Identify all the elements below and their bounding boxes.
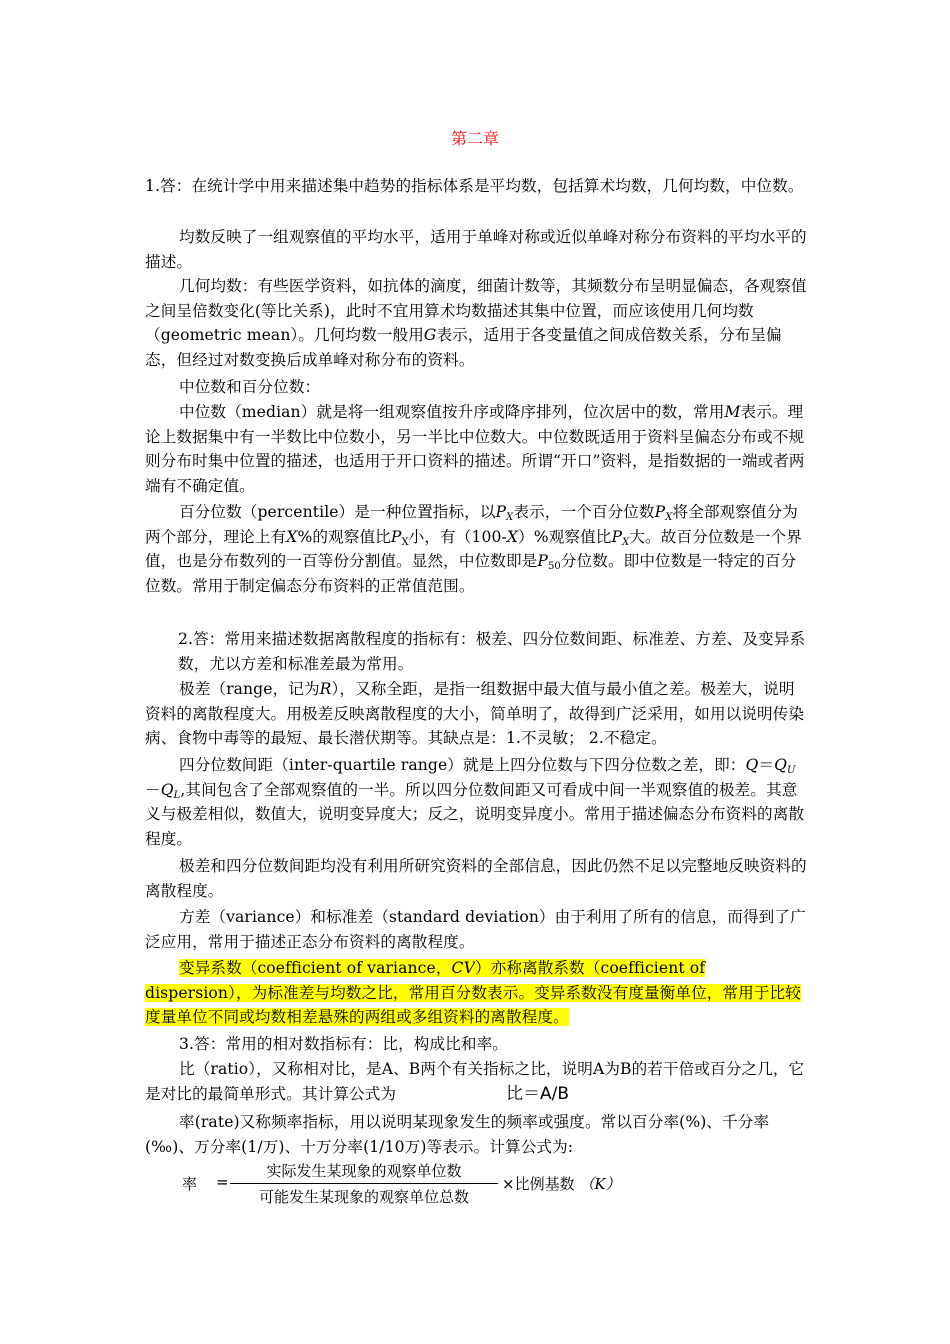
- formula-rhs: ×比例基数 （K）: [502, 1175, 621, 1193]
- q3-rate-paragraph: 率(rate)又称频率指标，用以说明某现象发生的频率或强度。常以百分率(%)、千分率(‰)、万分率(1/万)、十万分率(1/10万)等表示。计算公式为:: [145, 1113, 770, 1156]
- fraction-bar: [230, 1183, 498, 1184]
- q1-median-heading: 中位数和百分位数：: [179, 378, 321, 396]
- q1-percentile-paragraph: 百分位数（percentile）是一种位置指标，以$P_X$表示，一个百分位数$P_X$将全部观察值分为两个部分，理论上有X%的观察值比$P_X$小，有（100-X）%观察值比$P_X$大。故百分位数是一个界值，也是分布数列的一百等份分割值。显然，中位数即是$P_{50}$分位数。即中位数是一特定的百分位数。常用于制定偏态分布资料的正常值范围。: [145, 503, 802, 595]
- chapter-title: 第二章: [450, 129, 499, 148]
- q3-intro: 3.答：常用的相对数指标有：比，构成比和率。: [179, 1035, 508, 1053]
- q2-intro: 2.答：常用来描述数据离散程度的指标有：极差、四分位数间距、标准差、方差、及变异系数，尤以方差和标准差最为常用。: [178, 630, 806, 673]
- q1-geometric-mean-paragraph: 几何均数：有些医学资料，如抗体的滴度，细菌计数等，其频数分布呈明显偏态，各观察值之间呈倍数变化(等比关系)，此时不宜用算术均数描述其集中位置，而应该使用几何均数（geometric mean）。几何均数一般用G表示，适用于各变量值之间成倍数关系，分布呈偏态，但经过对数变换后成单峰对称分布的资料。: [145, 277, 807, 369]
- q1-mean-paragraph: 均数反映了一组观察值的平均水平，适用于单峰对称或近似单峰对称分布资料的平均水平的描述。: [145, 228, 807, 271]
- q2-cv-paragraph: 变异系数（coefficient of variance，CV）亦称离散系数（coefficient of dispersion），为标准差与均数之比，常用百分数表示。变异系数没有度量衡单位，常用于比较度量单位不同或均数相差悬殊的两组或多组资料的离散程度。: [145, 959, 801, 1026]
- formula-fraction: [230, 1160, 498, 1208]
- formula-equals: =: [216, 1173, 229, 1191]
- formula-lhs: 率: [182, 1175, 198, 1193]
- q2-iqr-paragraph: 四分位数间距（inter-quartile range）就是上四分位数与下四分位数之差，即：$Q=Q_U-Q_L$,其间包含了全部观察值的一半。所以四分位数间距又可看成中间一半观察值的极差。其意义与极差相似，数值大，说明变异度大；反之，说明变异度小。常用于描述偏态分布资料的离散程度。: [145, 756, 805, 848]
- formula-denominator: 可能发生某现象的观察单位总数: [258, 1188, 469, 1206]
- formula-numerator: 实际发生某现象的观察单位数: [266, 1162, 462, 1180]
- ratio-formula: 比＝A/B: [506, 1084, 570, 1104]
- q1-median-paragraph: 中位数（median）就是将一组观察值按升序或降序排列，位次居中的数，常用M表示。理论上数据集中有一半数比中位数小，另一半比中位数大。中位数既适用于资料呈偏态分布或不规则分布时集中位置的描述，也适用于开口资料的描述。所谓“开口”资料，是指数据的一端或者两端有不确定值。: [145, 403, 805, 495]
- q2-variance-paragraph: 方差（variance）和标准差（standard deviation）由于利用了所有的信息，而得到了广泛应用，常用于描述正态分布资料的离散程度。: [145, 908, 806, 951]
- rate-formula: [182, 1160, 642, 1208]
- q1-intro: 1.答：在统计学中用来描述集中趋势的指标体系是平均数，包括算术均数，几何均数，中位数。: [145, 177, 804, 195]
- q2-note-paragraph: 极差和四分位数间距均没有利用所研究资料的全部信息，因此仍然不足以完整地反映资料的离散程度。: [145, 857, 807, 900]
- q3-ratio-paragraph: 比（ratio），又称相对比，是A、B两个有关指标之比，说明A为B的若干倍或百分之几，它是对比的最简单形式。其计算公式为: [145, 1060, 805, 1103]
- q2-range-paragraph: 极差（range，记为R），又称全距，是指一组数据中最大值与最小值之差。极差大，说明资料的离散程度大。用极差反映离散程度的大小，简单明了，故得到广泛采用，如用以说明传染病、食物中毒等的最短、最长潜伏期等。其缺点是：1.不灵敏； 2.不稳定。: [145, 680, 805, 747]
